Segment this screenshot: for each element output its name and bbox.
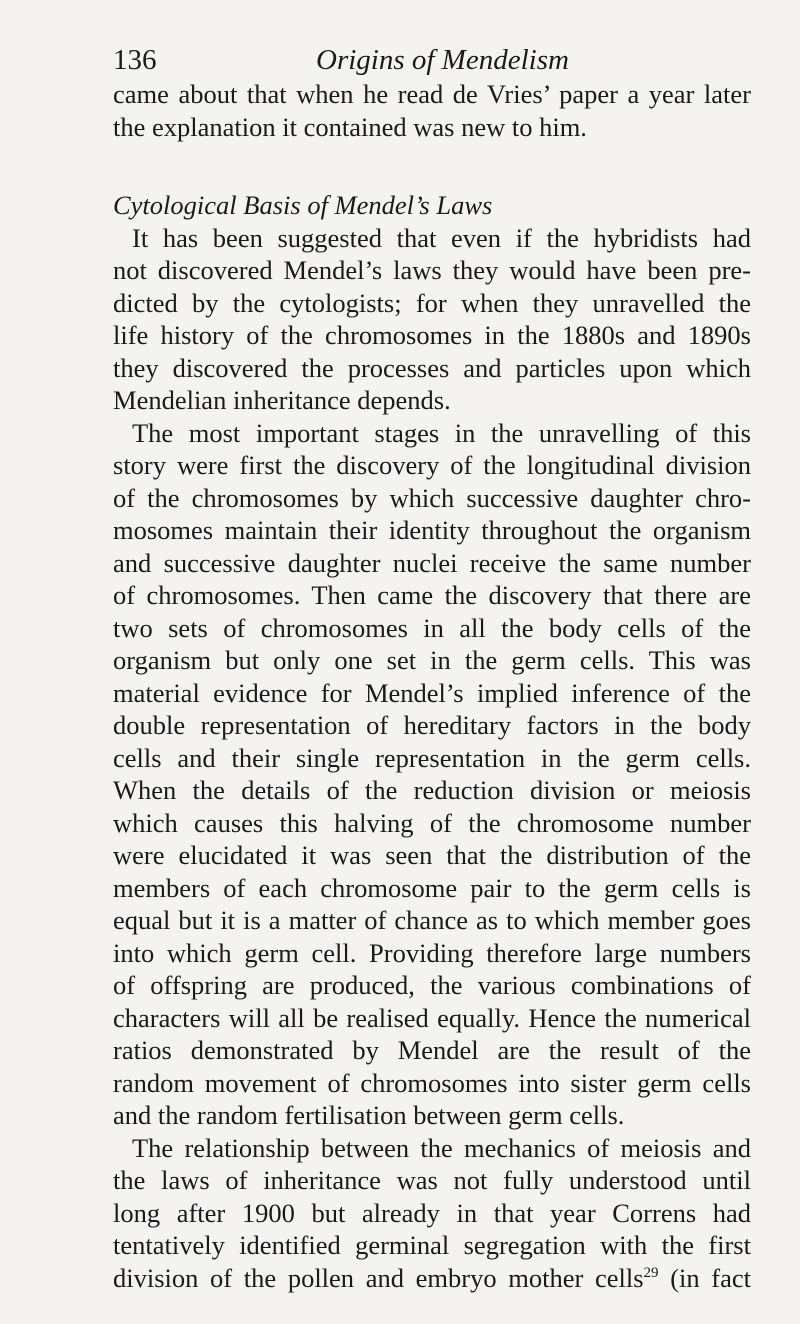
text-line: came about that when he read de Vries’ paper a year later (113, 79, 751, 109)
running-title: Origins of Mendelism (316, 44, 569, 76)
text-line: life history of the chromosomes in the 1880s and 1890s (113, 320, 751, 350)
text-line: dicted by the cytologists; for when they unravelled the (113, 287, 751, 318)
text-line: material evidence for Mendel’s implied inference of the (113, 677, 751, 708)
section-heading: Cytological Basis of Mendel’s Laws (113, 190, 493, 220)
text-segment: division of the pollen and embryo mother cells (113, 1262, 644, 1293)
text-line: The relationship between the mechanics of meiosis and (132, 1132, 751, 1163)
text-line: cells and their single representation in the germ cells. (113, 742, 751, 773)
text-line: Mendelian inheritance depends. (113, 385, 451, 415)
text-line: double representation of hereditary factors in the body (113, 710, 751, 740)
text-line: and the random fertilisation between germ cells. (113, 1100, 625, 1130)
text-line: into which germ cell. Providing therefore large numbers (113, 937, 751, 968)
text-line: were elucidated it was seen that the distribution of the (113, 840, 751, 870)
running-head (113, 40, 753, 80)
text-line: tentatively identified germinal segregation with the first (113, 1230, 751, 1260)
text-line: mosomes maintain their identity throughout the organism (113, 515, 751, 545)
text-line: of chromosomes. Then came the discovery that there are (113, 580, 751, 610)
text-line: The most important stages in the unravelling of this (132, 417, 751, 448)
footnote-reference[interactable]: 29 (643, 1264, 659, 1281)
text-line: two sets of chromosomes in all the body cells of the (113, 612, 751, 643)
text-line: the laws of inheritance was not fully understood until (113, 1165, 751, 1195)
text-line (113, 1262, 751, 1295)
text-line: random movement of chromosomes into sister germ cells (113, 1067, 751, 1098)
page-number: 136 (113, 44, 157, 76)
text-line: of offspring are produced, the various combinations of (113, 970, 751, 1000)
paragraph (113, 1132, 751, 1295)
text-line: ratios demonstrated by Mendel are the result of the (113, 1035, 751, 1065)
text-line: It has been suggested that even if the hybridists had (132, 222, 751, 253)
paragraph (113, 222, 751, 417)
text-line: story were first the discovery of the longitudinal division (113, 450, 751, 480)
body-text (113, 78, 751, 1294)
text-line: they discovered the processes and particles upon which (113, 352, 751, 383)
text-line: of the chromosomes by which successive daughter chro- (113, 482, 751, 513)
paragraph (113, 417, 751, 1132)
text-segment: (in fact (658, 1262, 751, 1293)
text-line: characters will all be realised equally. Hence the numerical (113, 1002, 751, 1033)
text-line: organism but only one set in the germ cells. This was (113, 645, 751, 675)
text-line: members of each chromosome pair to the germ cells is (113, 872, 751, 903)
text-line: long after 1900 but already in that year Correns had (113, 1197, 751, 1228)
section-spacer (113, 143, 751, 189)
text-line: the explanation it contained was new to him. (113, 111, 587, 142)
text-line: and successive daughter nuclei receive the same number (113, 547, 751, 578)
text-line: which causes this halving of the chromosome number (113, 807, 751, 838)
text-line: not discovered Mendel’s laws they would have been pre- (113, 255, 751, 285)
text-line: When the details of the reduction division or meiosis (113, 775, 751, 805)
text-line: equal but it is a matter of chance as to which member goes (113, 905, 751, 935)
